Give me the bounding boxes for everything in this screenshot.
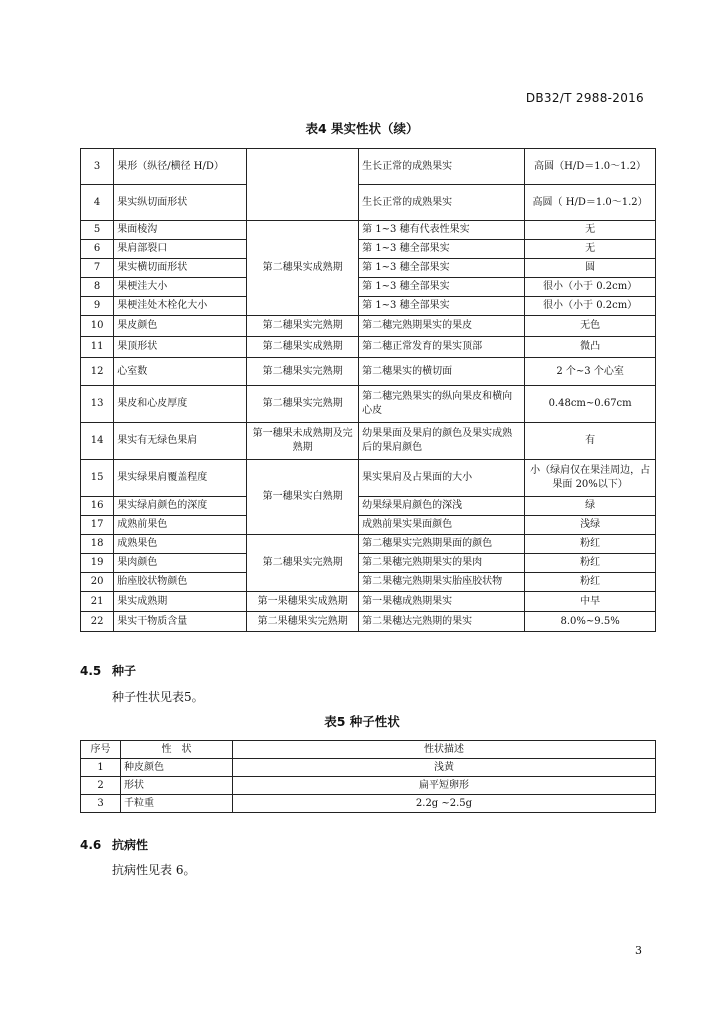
seed-traits-table [80,740,656,813]
value-cell: 圆 [525,259,656,278]
page-number: 3 [635,944,642,957]
method-cell: 第 1~3 穗全部果实 [359,297,525,316]
header-trait: 性 状 [121,741,233,759]
trait-name: 果顶形状 [114,337,247,358]
table-row [81,386,656,423]
value-cell: 高圆（ H/D＝1.0～1.2） [525,185,656,221]
row-number: 11 [81,337,114,358]
table-row [81,149,656,185]
trait-name: 成熟前果色 [114,516,247,535]
row-number: 15 [81,460,114,497]
method-cell: 第二穗果实的横切面 [359,358,525,386]
method-cell: 第一果穗成熟期果实 [359,592,525,612]
method-cell: 幼果绿果肩颜色的深浅 [359,497,525,516]
table-row [81,337,656,358]
value-cell: 无色 [525,316,656,337]
row-number: 9 [81,297,114,316]
fruit-traits-table [80,148,656,632]
table-row [81,460,656,497]
period-cell: 第二果穗果实完熟期 [247,612,359,632]
period-cell: 第一穗果未成熟期及完熟期 [247,423,359,460]
row-number: 2 [81,777,121,795]
method-cell: 第二穗完熟期果实的果皮 [359,316,525,337]
row-number: 5 [81,221,114,240]
method-cell: 第 1~3 穗全部果实 [359,278,525,297]
table-row [81,185,656,221]
period-cell: 第二穗果实完熟期 [247,535,359,592]
table-row [81,278,656,297]
section-4-5-heading [80,662,136,679]
trait-name: 成熟果色 [114,535,247,554]
table-row [81,795,656,813]
period-cell: 第一果穗果实成熟期 [247,592,359,612]
trait-name: 果皮颜色 [114,316,247,337]
trait-name: 形状 [121,777,233,795]
trait-name: 果肩部裂口 [114,240,247,259]
trait-name: 果肉颜色 [114,554,247,573]
table-row [81,358,656,386]
section-number: 4.6 [80,838,102,852]
row-number: 6 [81,240,114,259]
table-row [81,221,656,240]
row-number: 13 [81,386,114,423]
method-cell: 成熟前果实果面颜色 [359,516,525,535]
value-cell: 0.48cm~0.67cm [525,386,656,423]
table-row [81,259,656,278]
method-cell: 生长正常的成熟果实 [359,149,525,185]
method-cell: 第二穗果实完熟期果面的颜色 [359,535,525,554]
table-row [81,777,656,795]
method-cell: 第二穗完熟果实的纵向果皮和横向心皮 [359,386,525,423]
row-number: 22 [81,612,114,632]
header-description: 性状描述 [233,741,656,759]
value-cell: 绿 [525,497,656,516]
row-number: 4 [81,185,114,221]
section-title: 抗病性 [112,838,149,852]
trait-name: 果面棱沟 [114,221,247,240]
period-cell: 第一穗果实白熟期 [247,460,359,535]
period-cell: 第二穗果实完熟期 [247,386,359,423]
value-cell: 小（绿肩仅在果洼周边，占果面 20%以下） [525,460,656,497]
value-cell: 粉红 [525,554,656,573]
method-cell: 生长正常的成熟果实 [359,185,525,221]
trait-name: 果实成熟期 [114,592,247,612]
row-number: 19 [81,554,114,573]
section-4-5-text: 种子性状见表5。 [112,690,204,704]
table-row [81,612,656,632]
method-cell: 第二穗正常发育的果实顶部 [359,337,525,358]
value-cell: 有 [525,423,656,460]
table-row [81,297,656,316]
row-number: 7 [81,259,114,278]
method-cell: 第 1~3 穗有代表性果实 [359,221,525,240]
section-number: 4.5 [80,664,102,678]
trait-name: 果实有无绿色果肩 [114,423,247,460]
table-row [81,497,656,516]
value-cell: 2 个~3 个心室 [525,358,656,386]
section-4-6-heading [80,836,148,853]
trait-name: 心室数 [114,358,247,386]
period-cell: 第二穗果实成熟期 [247,221,359,316]
trait-name: 果实横切面形状 [114,259,247,278]
row-number: 8 [81,278,114,297]
period-cell: 第二穗果实完熟期 [247,358,359,386]
trait-name: 果形（纵径/横径 H/D） [114,149,247,185]
period-cell: 第二穗果实完熟期 [247,316,359,337]
method-cell: 第二果穗完熟期果实的果肉 [359,554,525,573]
trait-name: 果梗洼大小 [114,278,247,297]
table-row [81,759,656,777]
value-cell: 中早 [525,592,656,612]
trait-name: 果梗洼处木栓化大小 [114,297,247,316]
table-row [81,554,656,573]
row-number: 18 [81,535,114,554]
row-number: 10 [81,316,114,337]
description-cell: 扁平短卵形 [233,777,656,795]
trait-name: 种皮颜色 [121,759,233,777]
method-cell: 幼果果面及果肩的颜色及果实成熟后的果肩颜色 [359,423,525,460]
trait-name: 果实干物质含量 [114,612,247,632]
row-number: 21 [81,592,114,612]
row-number: 12 [81,358,114,386]
method-cell: 第 1~3 穗全部果实 [359,259,525,278]
description-cell: 浅黄 [233,759,656,777]
table-row [81,535,656,554]
row-number: 16 [81,497,114,516]
trait-name: 胎座胶状物颜色 [114,573,247,592]
table-row [81,423,656,460]
row-number: 1 [81,759,121,777]
document-number: DB32/T 2988-2016 [525,91,644,105]
period-cell [247,149,359,221]
section-4-6-text: 抗病性见表 6。 [112,863,196,877]
value-cell: 无 [525,221,656,240]
value-cell: 无 [525,240,656,259]
table-row [81,516,656,535]
trait-name: 果皮和心皮厚度 [114,386,247,423]
value-cell: 粉红 [525,535,656,554]
table-row [81,240,656,259]
value-cell: 很小（小于 0.2cm） [525,278,656,297]
method-cell: 第二果穗完熟期果实胎座胶状物 [359,573,525,592]
section-title: 种子 [112,664,137,678]
row-number: 3 [81,795,121,813]
value-cell: 高圆（H/D＝1.0～1.2） [525,149,656,185]
row-number: 20 [81,573,114,592]
value-cell: 浅绿 [525,516,656,535]
method-cell: 第 1~3 穗全部果实 [359,240,525,259]
table-row [81,316,656,337]
period-cell: 第二穗果实成熟期 [247,337,359,358]
trait-name: 果实纵切面形状 [114,185,247,221]
table5-caption: 表5 种子性状 [324,714,400,729]
method-cell: 第二果穗达完熟期的果实 [359,612,525,632]
trait-name: 千粒重 [121,795,233,813]
header-no: 序号 [81,741,121,759]
table4-caption: 表4 果实性状（续） [305,121,419,136]
value-cell: 很小（小于 0.2cm） [525,297,656,316]
value-cell: 粉红 [525,573,656,592]
row-number: 14 [81,423,114,460]
method-cell: 果实果肩及占果面的大小 [359,460,525,497]
row-number: 17 [81,516,114,535]
value-cell: 微凸 [525,337,656,358]
table-header-row [81,741,656,759]
trait-name: 果实绿肩颜色的深度 [114,497,247,516]
table-row [81,573,656,592]
trait-name: 果实绿果肩覆盖程度 [114,460,247,497]
table-row [81,592,656,612]
value-cell: 8.0%~9.5% [525,612,656,632]
description-cell: 2.2g ~2.5g [233,795,656,813]
row-number: 3 [81,149,114,185]
